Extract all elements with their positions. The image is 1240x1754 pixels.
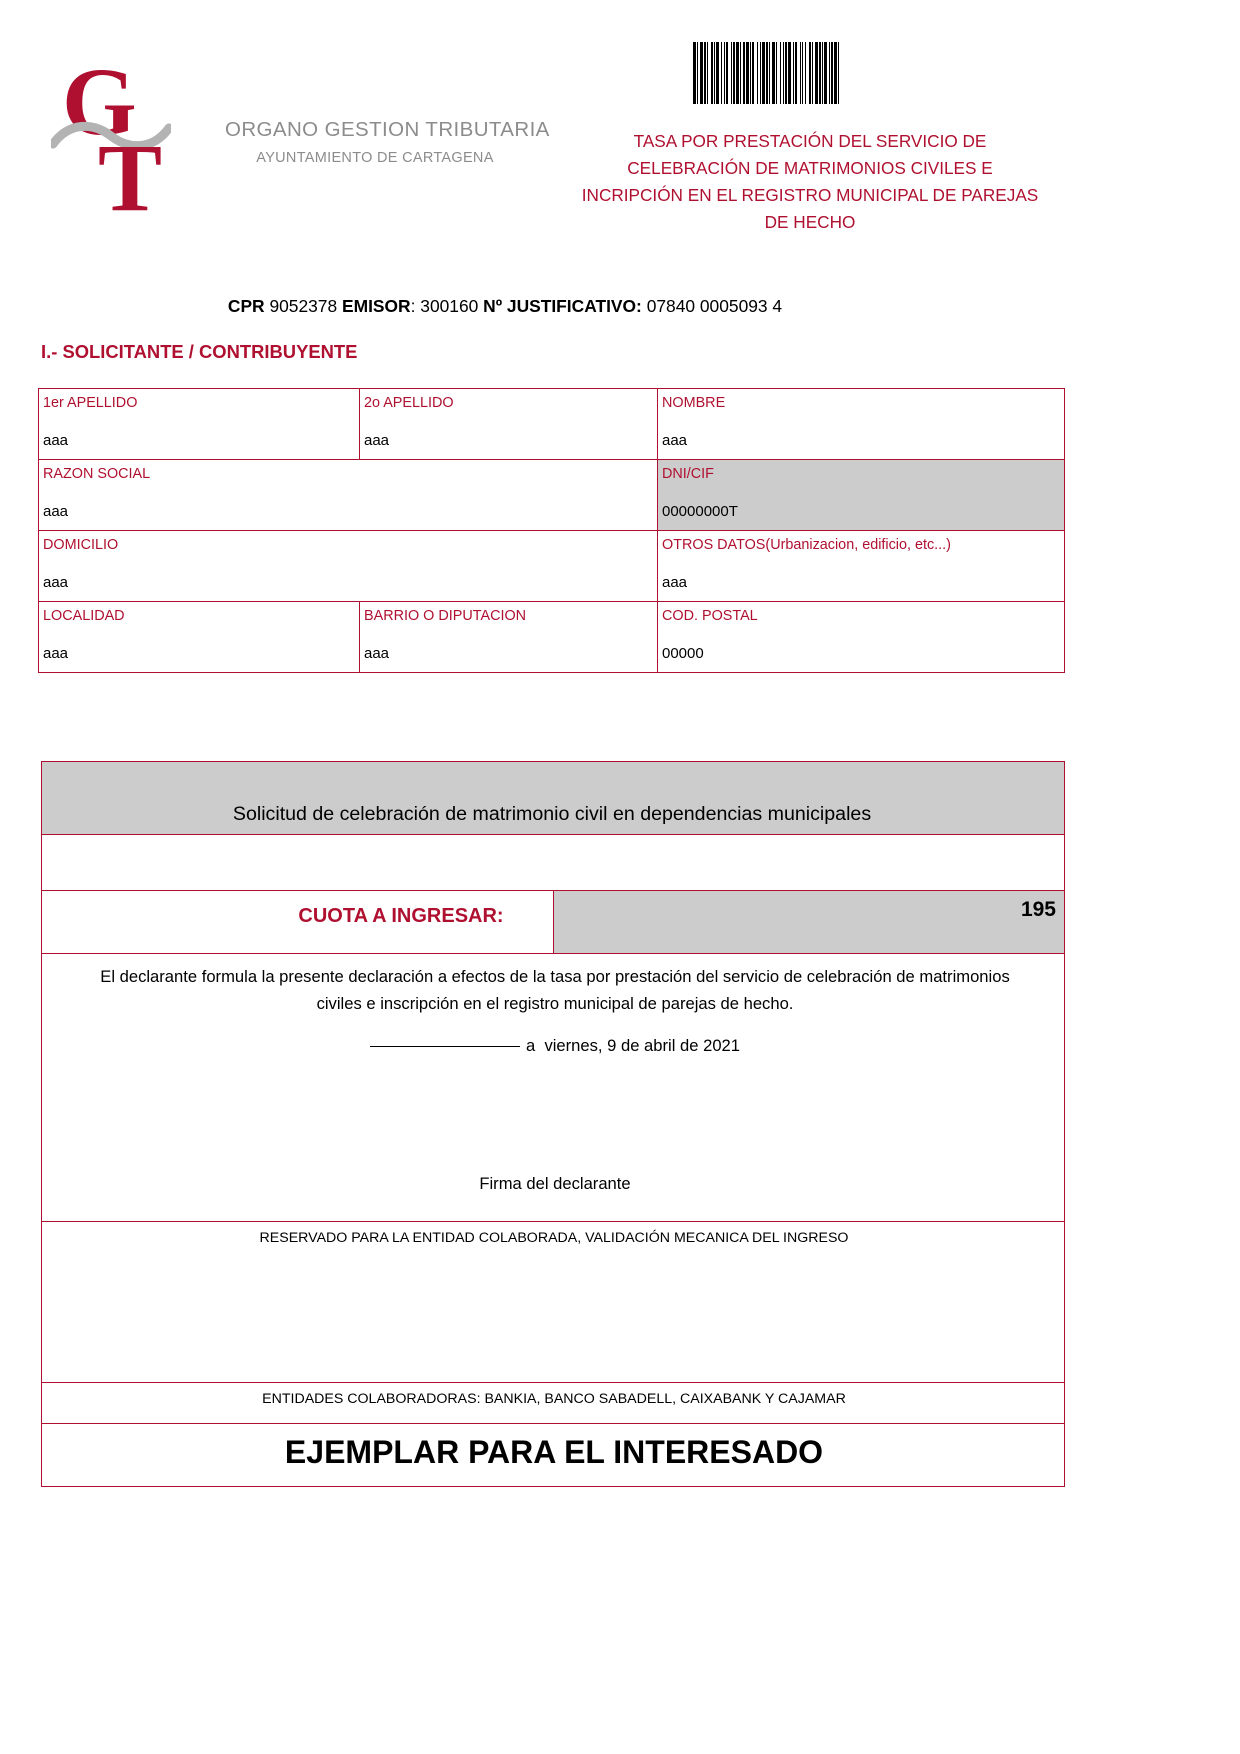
declaration-cell [42, 954, 1065, 1222]
tax-title-line-3: INCRIPCIÓN EN EL REGISTRO MUNICIPAL DE PAREJAS [581, 185, 1039, 205]
field-cell-cod-postal[interactable] [658, 602, 1065, 673]
declaration-date [90, 1036, 1020, 1056]
concept-description: Solicitud de celebración de matrimonio civil en dependencias municipales [232, 803, 872, 825]
field-value: aaa [662, 432, 688, 449]
page-title: I.- SOLICITANTE / CONTRIBUYENTE [41, 341, 358, 362]
ejemplar-text: EJEMPLAR PARA EL INTERESADO [284, 1434, 824, 1470]
ejemplar-cell [42, 1424, 1065, 1487]
field-cell-domicilio[interactable] [39, 531, 658, 602]
emisor-label: EMISOR [342, 296, 411, 316]
cuota-label-cell [42, 891, 554, 954]
field-value: aaa [364, 432, 390, 449]
logo-letter-g: G [62, 48, 135, 155]
tax-title [545, 128, 1075, 236]
organization-block [225, 118, 550, 166]
field-label: RAZON SOCIAL [43, 466, 151, 482]
declaration-text [90, 963, 1020, 1017]
reserved-text: RESERVADO PARA LA ENTIDAD COLABORADA, VALIDACIÓN MECANICA DEL INGRESO [259, 1230, 849, 1246]
table-row [39, 602, 1065, 673]
field-value: aaa [43, 574, 69, 591]
payment-block [41, 761, 1065, 1487]
identifier-line: CPR 9052378 EMISOR: 300160 Nº JUSTIFICATIVO: 07840 0005093 4 [227, 296, 783, 316]
table-row [39, 531, 1065, 602]
field-value: 00000 [662, 645, 704, 662]
field-label: NOMBRE [662, 395, 726, 411]
field-cell-otros-datos[interactable] [658, 531, 1065, 602]
table-row [39, 460, 1065, 531]
field-cell-apellido2[interactable] [360, 389, 658, 460]
field-cell-razon-social[interactable] [39, 460, 658, 531]
field-value: aaa [43, 432, 69, 449]
cuota-row [42, 891, 1065, 954]
entidades-cell [42, 1383, 1065, 1424]
field-label: LOCALIDAD [43, 608, 125, 624]
spacer-row [42, 835, 1065, 891]
concept-cell [42, 762, 1065, 835]
field-cell-apellido1[interactable] [39, 389, 360, 460]
field-label: 1er APELLIDO [43, 395, 138, 411]
signature-blank-line[interactable] [370, 1046, 520, 1047]
barcode [693, 42, 940, 104]
organization-name: ORGANO GESTION TRIBUTARIA [225, 118, 550, 141]
signature-label: Firma del declarante [479, 1174, 631, 1193]
field-label: 2o APELLIDO [364, 395, 454, 411]
reserved-cell [42, 1222, 1065, 1383]
applicant-data-table [38, 388, 1065, 673]
logo-letter-t: T [98, 124, 163, 231]
justificativo-label: Nº JUSTIFICATIVO: [483, 296, 642, 316]
date-value: viernes, 9 de abril de 2021 [544, 1036, 741, 1055]
field-cell-dni-cif[interactable] [658, 460, 1065, 531]
declaration-row [42, 954, 1065, 1222]
organization-subtitle: AYUNTAMIENTO DE CARTAGENA [256, 150, 494, 166]
field-value: 00000000T [662, 503, 738, 520]
field-label: OTROS DATOS(Urbanizacion, edificio, etc...) [662, 537, 951, 553]
field-value: aaa [43, 503, 69, 520]
cuota-label: CUOTA A INGRESAR: [298, 905, 504, 927]
reserved-row [42, 1222, 1065, 1383]
field-label: COD. POSTAL [662, 608, 758, 624]
document-header [0, 0, 1240, 260]
justificativo-value: 07840 0005093 4 [646, 296, 783, 316]
emisor-value: 300160 [420, 296, 479, 316]
field-cell-barrio[interactable] [360, 602, 658, 673]
ejemplar-row [42, 1424, 1065, 1487]
logo-ogt [52, 48, 182, 231]
tax-title-line-4: DE HECHO [764, 212, 856, 232]
declaration-line-1: El declarante formula la presente declaración a efectos de la tasa por prestación del servicio de celebración de [100, 967, 915, 986]
field-label: DNI/CIF [662, 466, 714, 482]
date-prefix: a [525, 1036, 536, 1055]
tax-title-line-2: CELEBRACIÓN DE MATRIMONIOS CIVILES E [627, 158, 993, 178]
cuota-amount-cell [553, 891, 1065, 954]
declaration-line-2: matrimonios civiles e inscripción en el registro municipal de parejas de hecho. [316, 967, 1010, 1013]
field-value: aaa [662, 574, 688, 591]
tax-title-line-1: TASA POR PRESTACIÓN DEL SERVICIO DE [633, 131, 987, 151]
cpr-value: 9052378 [269, 296, 338, 316]
field-label: DOMICILIO [43, 537, 119, 553]
field-value: aaa [43, 645, 69, 662]
entidades-text: ENTIDADES COLABORADORAS: BANKIA, BANCO SABADELL, CAIXABANK Y CAJAMAR [262, 1391, 846, 1407]
field-cell-nombre[interactable] [658, 389, 1065, 460]
table-row [39, 389, 1065, 460]
concept-row [42, 762, 1065, 835]
amount-value: 195 [1020, 898, 1056, 921]
cpr-label: CPR [227, 296, 265, 316]
spacer-cell [42, 835, 1065, 891]
entidades-row [42, 1383, 1065, 1424]
field-cell-localidad[interactable] [39, 602, 360, 673]
field-value: aaa [364, 645, 390, 662]
field-label: BARRIO O DIPUTACION [364, 608, 527, 624]
